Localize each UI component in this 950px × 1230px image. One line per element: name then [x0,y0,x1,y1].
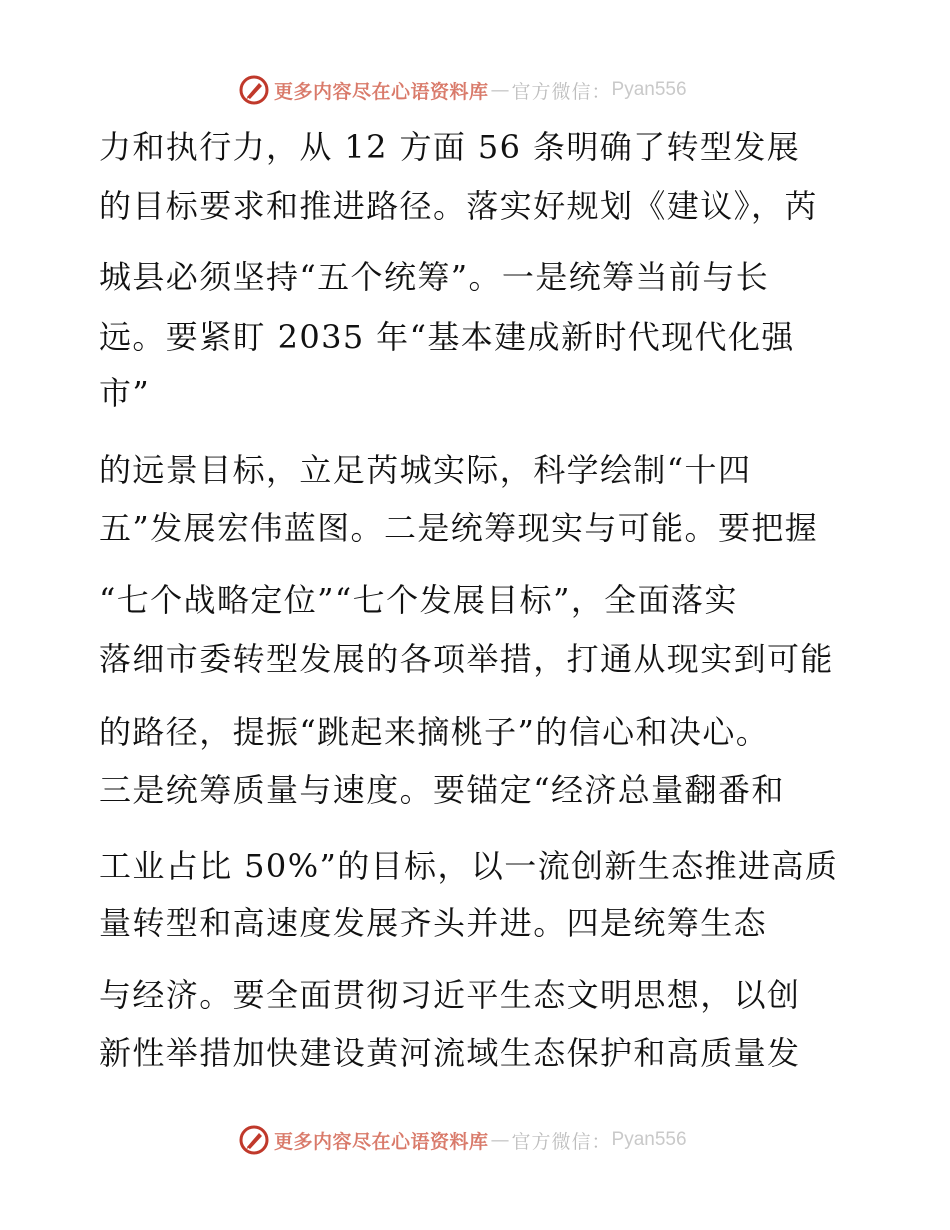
pen-circle-logo-icon [238,74,270,106]
body-line: 的远景目标，立足芮城实际，科学绘制“十四 [99,451,752,489]
watermark-text: 更多内容尽在心语资料库 [274,1130,489,1153]
body-line: 的目标要求和推进路径。落实好规划《建议》，芮 [99,187,818,225]
watermark-wechat-id: Pyan556 [611,1129,687,1150]
watermark-separator: — [490,1129,510,1151]
body-line: “七个战略定位”“七个发展目标”，全面落实 [99,581,738,619]
body-line: 远。要紧盯 2035 年“基本建成新时代现代化强 [99,318,795,356]
pen-circle-logo-icon [238,1124,270,1156]
header-watermark [238,73,687,107]
footer-watermark [238,1123,687,1157]
body-line: 与经济。要全面贯彻习近平生态文明思想，以创 [99,976,801,1014]
watermark-wechat-id: Pyan556 [611,79,687,100]
body-line: 五”发展宏伟蓝图。二是统筹现实与可能。要把握 [99,509,819,547]
body-line: 落细市委转型发展的各项举措，打通从现实到可能 [99,640,834,678]
body-line: 的路径，提振“跳起来摘桃子”的信心和决心。 [99,713,770,751]
body-line: 量转型和高速度发展齐头并进。四是统筹生态 [99,904,768,942]
watermark-official-label: 官方微信： [511,80,612,103]
body-line: 城县必须坚持“五个统筹”。一是统筹当前与长 [99,258,770,296]
watermark-text: 更多内容尽在心语资料库 [274,80,489,103]
watermark-separator: — [490,79,510,101]
body-line: 新性举措加快建设黄河流域生态保护和高质量发 [99,1034,801,1072]
body-line: 三是统筹质量与速度。要锚定“经济总量翻番和 [99,771,785,809]
watermark-official-label: 官方微信： [511,1130,612,1153]
body-line: 力和执行力，从 12 方面 56 条明确了转型发展 [99,128,801,166]
body-line: 市” [99,374,151,412]
body-line: 工业占比 50%”的目标，以一流创新生态推进高质 [99,847,839,885]
